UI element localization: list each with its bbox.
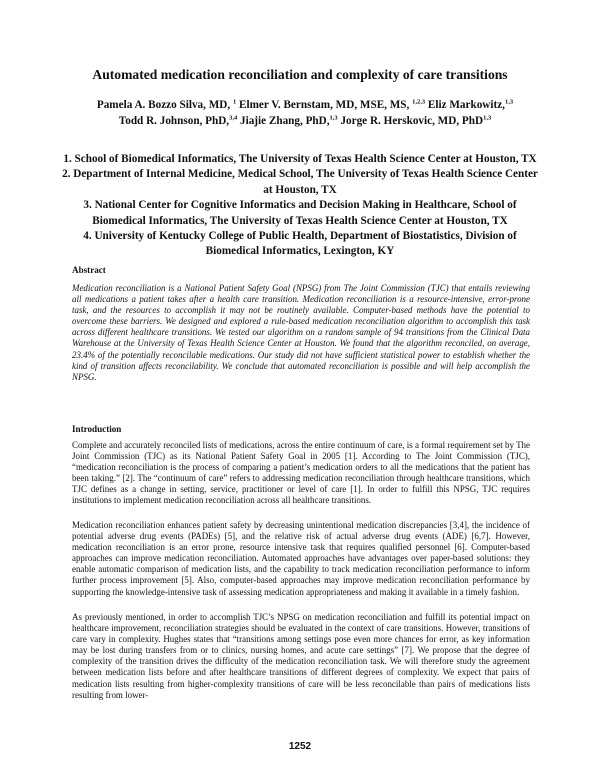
page-number: 1252	[288, 741, 312, 752]
author: Pamela A. Bozzo Silva, MD, $^1$	[96, 98, 237, 111]
author: Elmer V. Bernstam, MD, MSE, MS, $^{1,2,3}$	[239, 98, 426, 111]
paper-title: Automated medication reconciliation and complexity of care transitions	[92, 67, 508, 82]
author-list	[90, 97, 520, 129]
abstract-heading: Abstract	[72, 265, 106, 275]
affiliation-list	[62, 152, 538, 260]
affiliation: 1. School of Biomedical Informatics, The University of Texas Health Science Center at Houston, TX	[63, 153, 537, 165]
author: Eliz Markowitz,$^{1,3}$	[427, 98, 514, 111]
introduction-heading: Introduction	[72, 424, 122, 434]
abstract-text: Medication reconciliation is a National Patient Safety Goal (NPSG) from The Joint Commission (TJC) that entails reviewing all medications a patient takes after a health care transition. Medication reconciliation is a resource-intensive, error-prone task, and the resources to accomplish it may not be routinely available. Computer-based methods have the potential to overcome these barriers. We designed and explored a rule-based medication reconciliation algorithm to accomplish this task across different healthcare transitions. We tested our algorithm on a random sample of 94 transitions from the Clinical Data Warehouse at the University of Texas Health Science Center at Houston. We found that the algorithm reconciled, on average, 23.4% of the potentially reconcilable medications. Our study did not have sufficient statistical power to establish whether the kind of transition affects reconcilability. We conclude that automated reconciliation is possible and will help accomplish the NPSG.	[72, 283, 530, 382]
affiliation: 4. University of Kentucky College of Public Health, Department of Biostatistics, Division of Biomedical Informatics, Lexington, KY	[83, 230, 517, 258]
body-paragraph: Medication reconciliation enhances patient safety by decreasing unintentional medication discrepancies [3,4], the incidence of potential adverse drug events (PADEs) [5], and the relative risk of actual adverse drug events (ADE) [6,7]. However, medication reconciliation is an error prone, resource intensive task that requires qualified personnel [6]. Computer-based approaches can improve medication reconciliation. Automated approaches have advantages over paper-based solutions: they enable automatic comparison of medication lists, and the capability to track medication reconciliation performance to inform further process improvement [5]. Also, computer-based approaches may improve medication reconciliation performance by supporting the knowledge-intensive task of assessing medication appropriateness and making it available in a timely fashion.	[72, 520, 530, 597]
author: Jiajie Zhang, PhD,$^{1,3}$	[240, 114, 338, 127]
author: Todd R. Johnson, PhD,$^{3,4}$	[118, 114, 238, 127]
body-paragraph: As previously mentioned, in order to accomplish TJC’s NPSG on medication reconciliation and fulfill its potential impact on healthcare improvement, reconciliation strategies should be evaluated in the context of care transitions. However, transitions of care vary in complexity. Hughes states that “transitions among settings pose even more chances for error, as key information may be lost during transfers from or to clinics, nursing homes, and acute care settings” [7]. We propose that the degree of complexity of the transition drives the difficulty of the medication reconciliation task. We will therefore study the agreement between medication lists before and after healthcare transitions of different degrees of complexity. We expect that pairs of medication lists resulting from higher-complexity transitions of care will be less reconcilable than pairs of medications lists resulting from lower-	[72, 612, 530, 700]
affiliation: 2. Department of Internal Medicine, Medical School, The University of Texas Health Science Center at Houston, TX	[62, 168, 538, 196]
affiliation: 3. National Center for Cognitive Informatics and Decision Making in Healthcare, School of Biomedical Informatics, The University of Texas Health Science Center at Houston, TX	[83, 199, 517, 227]
body-paragraph: Complete and accurately reconciled lists of medications, across the entire continuum of care, is a formal requirement set by The Joint Commission (TJC) as its National Patient Safety Goal in 2005 [1]. According to The Joint Commission (TJC), “medication reconciliation is the process of comparing a patient’s medication orders to all the medications that the patient has been taking.” [2]. The “continuum of care” refers to addressing medication reconciliation through healthcare transitions, which TJC defines as a change in setting, service, practitioner or level of care [1]. In order to fulfill this NPSG, TJC requires institutions to implement medication reconciliation across all healthcare transitions.	[72, 440, 530, 506]
author: Jorge R. Herskovic, MD, PhD$^{1,3}$	[340, 114, 492, 127]
